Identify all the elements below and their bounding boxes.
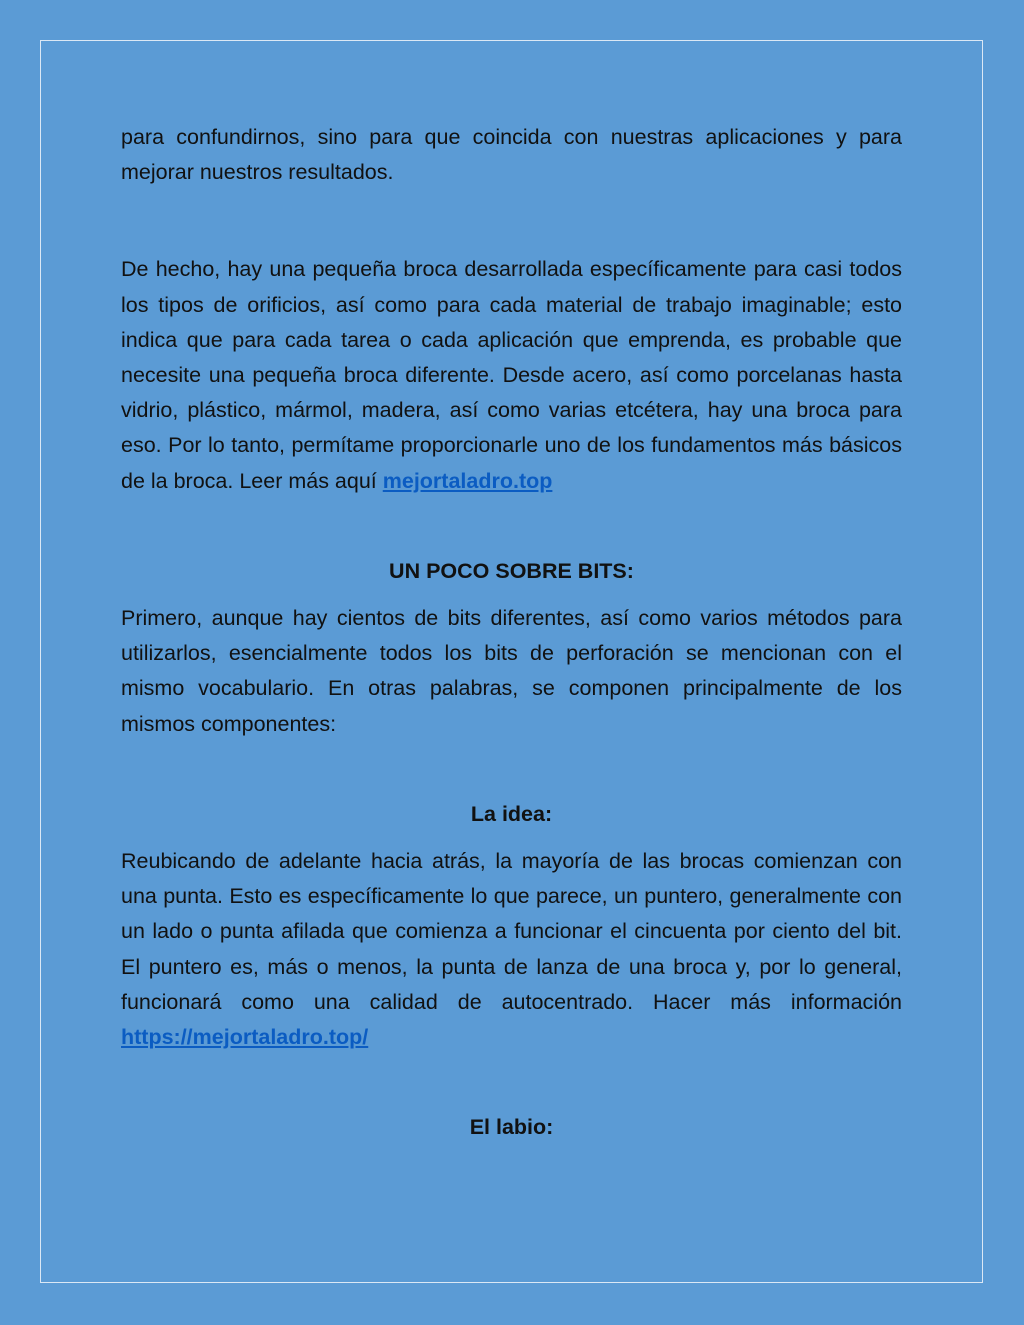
heading-lip: El labio: xyxy=(469,1115,554,1140)
paragraph-intro: para confundirnos, sino para que coincida con nuestras aplicaciones y para mejorar nuestros resultados. xyxy=(121,125,902,185)
document-body xyxy=(121,120,902,1145)
heading-idea: La idea: xyxy=(470,801,553,826)
paragraph-tip xyxy=(121,844,902,1055)
paragraph-bits-vocabulary: Primero, aunque hay cientos de bits diferentes, así como varios métodos para utilizarlos, esencialmente todos los bits de perforación se mencionan con el mismo vocabulario. En otras palabras, se componen principalmente de los mismos componentes: xyxy=(121,606,902,736)
link-mejortaladro[interactable]: mejortaladro.top xyxy=(382,468,553,493)
paragraph-tip-text: Reubicando de adelante hacia atrás, la mayoría de las brocas comienzan con una punta. Esto es específicamente lo que parece, un puntero, generalmente con un lado o punta afilada que comienza a funcionar el cincuenta por ciento del bit. El puntero es, más o menos, la punta de lanza de una broca y, por lo general, funcionará como una calidad de autocentrado. Hacer más información xyxy=(121,849,902,1014)
link-mejortaladro-url[interactable]: https://mejortaladro.top/ xyxy=(121,1025,369,1050)
heading-bits: UN POCO SOBRE BITS: xyxy=(389,558,634,583)
paragraph-drill-bits xyxy=(121,252,902,498)
paragraph-drill-bits-text: De hecho, hay una pequeña broca desarrollada específicamente para casi todos los tipos de orificios, así como para cada material de trabajo imaginable; esto indica que para cada tarea o cada aplicación que emprenda, es probable que necesite una pequeña broca diferente. Desde acero, así como porcelanas hasta vidrio, plástico, mármol, madera, así como varias etcétera, hay una broca para eso. Por lo tanto, permítame proporcionarle uno de los fundamentos más básicos de la broca. Leer más aquí xyxy=(121,257,902,493)
